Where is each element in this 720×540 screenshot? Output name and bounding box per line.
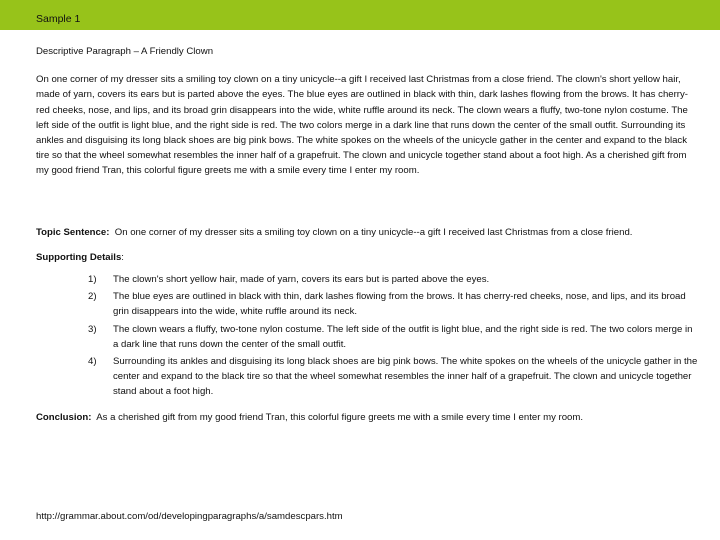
document-body	[36, 44, 700, 425]
section-spacer	[36, 179, 700, 225]
list-item-text: The clown wears a fluffy, two-tone nylon costume. The left side of the outfit is light blue, and the right side is red. The two colors merge in a dark line that runs down the center of the small outfit.	[113, 323, 693, 350]
list-item	[36, 272, 700, 287]
conclusion-label: Conclusion	[36, 411, 89, 423]
list-item-number: 2)	[88, 291, 97, 303]
source-link[interactable]: http://grammar.about.com/od/developingparagraphs/a/samdescpars.htm	[36, 511, 343, 522]
sample-title: Sample 1	[36, 13, 81, 25]
document-heading: Descriptive Paragraph – A Friendly Clown	[36, 46, 214, 57]
supporting-details-label: Supporting Details	[36, 251, 122, 263]
list-item-number: 4)	[88, 356, 97, 368]
supporting-details-list	[36, 272, 700, 400]
list-item-number: 3)	[88, 323, 97, 335]
header-bar	[0, 0, 720, 30]
list-item-text: Surrounding its ankles and disguising its long black shoes are big pink bows. The white spokes on the wheels of the unicycle gather in the center and expand to the black tire so that the wheel somewhat resembles the inner half of a grapefruit. The clown and unicycle together stand about a foot high.	[113, 356, 698, 398]
supporting-details-heading: Supporting Details:	[36, 251, 124, 263]
list-item	[36, 322, 700, 352]
list-item-text: The blue eyes are outlined in black with thin, dark lashes flowing from the brows. It has cherry-red cheeks, nose, and lips, and its broad grin disappears into the wide, white ruffle around its neck.	[113, 291, 686, 318]
list-item-number: 1)	[88, 274, 97, 286]
list-item	[36, 354, 700, 400]
descriptive-paragraph: On one corner of my dresser sits a smiling toy clown on a tiny unicycle--a gift I received last Christmas from a close friend. The clown's short yellow hair, made of yarn, covers its ears but is parted above the eyes. The blue eyes are outlined in black with thin, dark lashes flowing from the brows. It has cherry-red cheeks, nose, and lips, and its broad grin disappears into the wide, white ruffle around its neck. The clown wears a fluffy, two-tone nylon costume. The left side of the outfit is light blue, and the right side is red. The two colors merge in a dark line that runs down the center of the small outfit. Surrounding its ankles and disguising its long black shoes are big pink bows. The white spokes on the wheels of the unicycle gather in the center and expand to the black tire so that the wheel somewhat resembles the inner half of a grapefruit. The clown and unicycle together stand about a foot high. As a cherished gift from my good friend Tran, this colorful figure greets me with a smile every time I enter my room.	[36, 74, 688, 177]
topic-sentence-text: On one corner of my dresser sits a smiling toy clown on a tiny unicycle--a gift I received last Christmas from a close friend.	[114, 226, 633, 238]
conclusion: Conclusion: As a cherished gift from my good friend Tran, this colorful figure greets me with a smile every time I enter my room.	[36, 411, 584, 423]
topic-sentence-label: Topic Sentence	[36, 226, 107, 238]
list-item	[36, 289, 700, 319]
topic-sentence: Topic Sentence: On one corner of my dresser sits a smiling toy clown on a tiny unicycle--a gift I received last Christmas from a close friend.	[36, 226, 633, 238]
list-item-text: The clown's short yellow hair, made of yarn, covers its ears but is parted above the eyes.	[113, 274, 490, 286]
conclusion-text: As a cherished gift from my good friend Tran, this colorful figure greets me with a smile every time I enter my room.	[96, 411, 584, 423]
